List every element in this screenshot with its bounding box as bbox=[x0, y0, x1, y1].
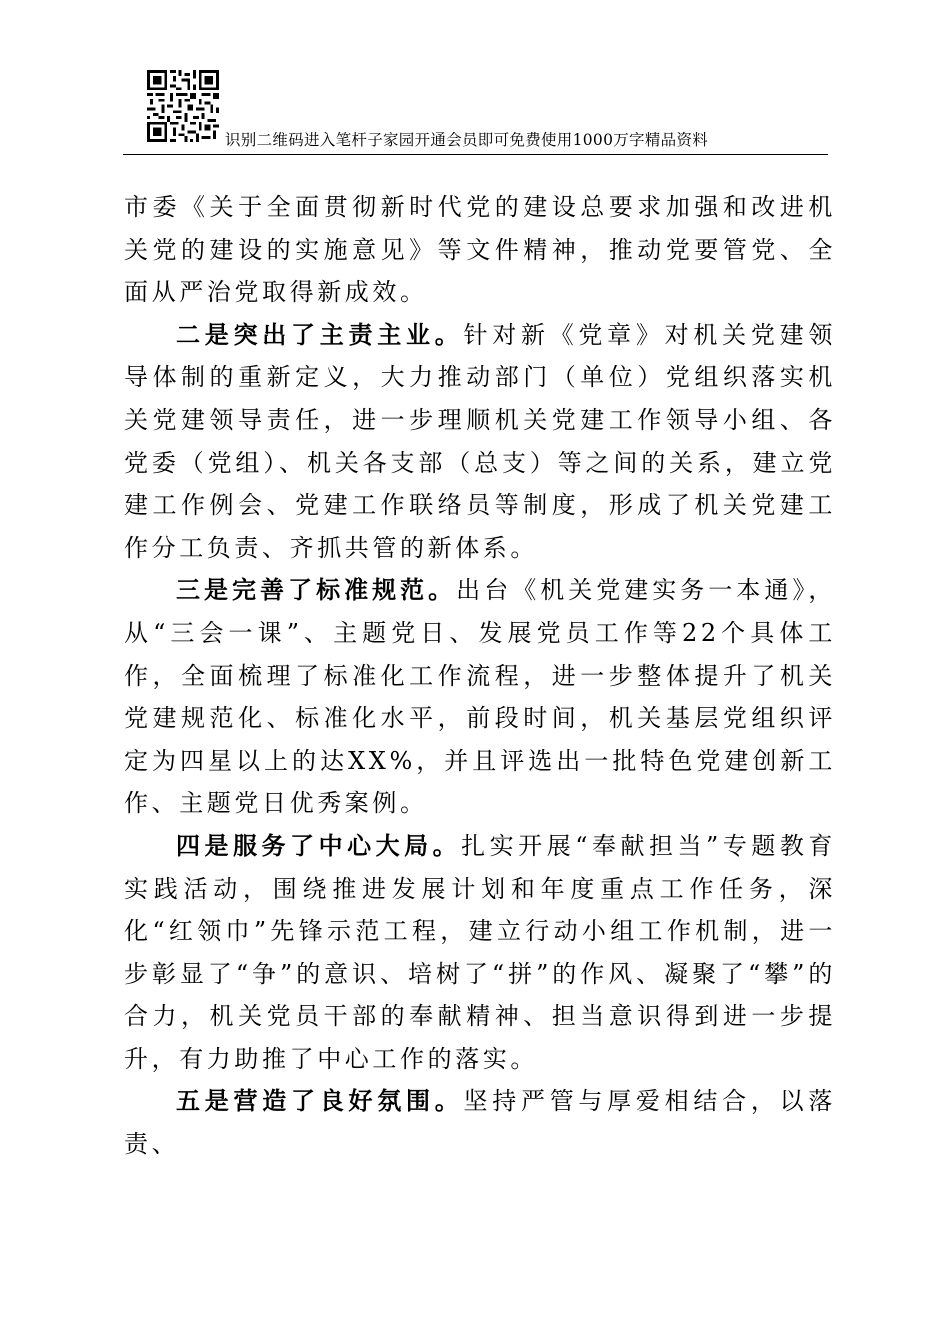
paragraph-standards bbox=[124, 569, 836, 825]
paragraph-lead: 四是服务了中心大局。 bbox=[176, 830, 462, 860]
paragraph-atmosphere bbox=[124, 1080, 836, 1165]
paragraph-continuation bbox=[124, 186, 836, 314]
page-header bbox=[123, 68, 828, 155]
paragraph-text: 扎实开展“奉献担当”专题教育实践活动，围绕推进发展计划和年度重点工作任务，深化“红领巾”先锋示范工程，建立行动小组工作机制，进一步彰显了“争”的意识、培树了“拼”的作风、凝聚了“攀”的合力，机关党员干部的奉献精神、担当意识得到进一步提升，有力助推了中心工作的落实。 bbox=[124, 831, 836, 1073]
paragraph-lead: 五是营造了良好氛围。 bbox=[176, 1086, 464, 1116]
paragraph-lead: 三是完善了标准规范。 bbox=[176, 575, 457, 605]
paragraph-central-work bbox=[124, 825, 836, 1081]
paragraph-text: 坚持严管与厚爱相结合，以落责、 bbox=[124, 1087, 836, 1159]
header-promo-note: 识别二维码进入笔杆子家园开通会员即可免费使用1000万字精品资料 bbox=[225, 131, 709, 149]
qr-code-icon[interactable] bbox=[147, 70, 219, 142]
paragraph-text: 针对新《党章》对机关党建领导体制的重新定义，大力推动部门（单位）党组织落实机关党建领导责任，进一步理顺机关党建工作领导小组、各党委（党组）、机关各支部（总支）等之间的关系，建立党建工作例会、党建工作联络员等制度，形成了机关党建工作分工负责、齐抓共管的新体系。 bbox=[124, 320, 836, 562]
paragraph-lead: 二是突出了主责主业。 bbox=[176, 319, 464, 349]
paragraph-text: 出台《机关党建实务一本通》，从“三会一课”、主题党日、发展党员工作等22个具体工作，全面梳理了标准化工作流程，进一步整体提升了机关党建规范化、标准化水平，前段时间，机关基层党组织评定为四星以上的达XX%，并且评选出一批特色党建创新工作、主题党日优秀案例。 bbox=[124, 576, 836, 818]
document-body bbox=[124, 186, 836, 1166]
paragraph-text: 市委《关于全面贯彻新时代党的建设总要求加强和改进机关党的建设的实施意见》等文件精神，推动党要管党、全面从严治党取得新成效。 bbox=[124, 193, 836, 307]
paragraph-main-responsibility bbox=[124, 314, 836, 570]
